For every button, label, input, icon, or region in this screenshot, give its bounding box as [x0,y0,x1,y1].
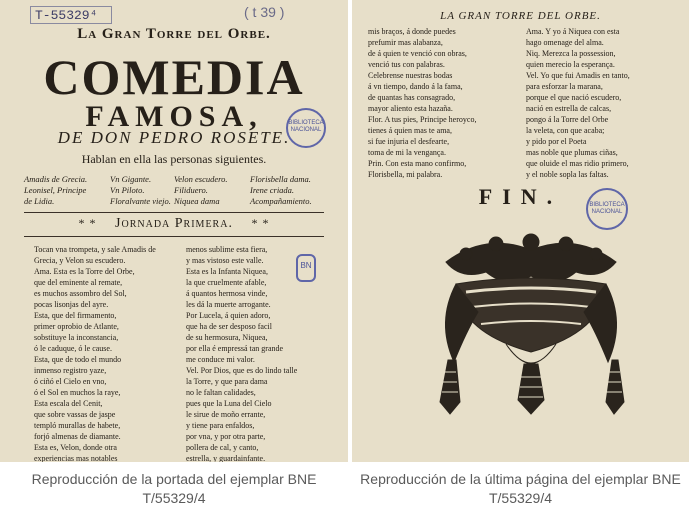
verse-line: por vna, y por otra parte, [186,432,266,441]
verse-line: la veleta, con que acaba; [526,126,605,135]
divider-rule [24,212,324,213]
cast-member: Leonisel, Principe [24,185,87,195]
verse-line: mis braços, á donde puedes [368,27,456,36]
verse-line: menos sublime esta fiera, [186,245,268,254]
verse-line: y el noble sopla las faltas. [526,170,609,179]
title-page-image [0,0,348,462]
verse-line: inmenso registro yaze, [34,366,107,375]
verse-line: de quantas has consagrado, [368,93,456,102]
verse-line: hago omenage del alma. [526,38,604,47]
verse-line: por ella é empressá tan grande [186,344,284,353]
verse-column-left [368,26,476,180]
verse-line: quien merecio la esperança. [526,60,615,69]
cast-member: Filiduero. [174,185,208,195]
verse-column-left [34,244,156,462]
verse-column-right [186,244,297,462]
verse-line: y tiene para enfaldos, [186,421,255,430]
running-title: La Gran Torre del Orbe. [77,26,271,42]
verse-line: y mas vistoso este valle. [186,256,264,265]
verse-line: á vn tiempo, dando á la fama, [368,82,463,91]
verse-line: me conduce mi valor. [186,355,255,364]
verse-line: porque el que nació escudero, [526,93,622,102]
bn-stamp: BN [296,254,316,282]
verse-line: venció tus con palabras. [368,60,445,69]
cast-member: Niquea dama [174,196,220,206]
verse-line: Por Lucela, á quien adoro, [186,311,271,320]
verse-line: Flor. A tus pies, Principe heroyco, [368,115,477,124]
verse-line: Esta, que de todo el mundo [34,355,122,364]
verse-line: les dá la muerte arrogante. [186,300,271,309]
library-stamp: BIBLIOTECA NACIONAL [286,108,326,148]
fin-label: FIN. [478,184,563,209]
cast-member: Amadis de Grecia. [24,174,88,184]
last-page-image [352,0,689,462]
verse-line: Niq. Merezca la possession, [526,49,616,58]
verse-line: que oluide el mas ridio primero, [526,159,629,168]
library-stamp: BIBLIOTECA NACIONAL [586,188,628,230]
cast-list [24,174,334,207]
cast-member: Velon escudero. [174,174,228,184]
verse-line: tienes á quien mas te ama, [368,126,452,135]
verse-line: sobstituye la inconstancia, [34,333,119,342]
verse-line: Grecia, y Velon su escudero. [34,256,126,265]
verse-line: toma de mi la vengança. [368,148,446,157]
verse-line: Esta escala del Cenit, [34,399,103,408]
verse-line: de su hermosura, Niquea, [186,333,268,342]
ornament-icon: * * [251,216,270,230]
verse-line: Esta, que del firmamento, [34,311,117,320]
verse-line: pocas lisonjas del ayre. [34,300,109,309]
cast-intro: Hablan en ella las personas siguientes. [81,152,267,166]
verse-line: de á quien te venció con obras, [368,49,467,58]
cast-member: Florisbella dama. [250,174,311,184]
verse-line: estrella, y guardainfante. [186,454,266,462]
verse-line: Celebrense nuestras bodas [368,71,453,80]
cast-member: Vn Piloto. [110,185,145,195]
caption-left: Reproducción de la portada del ejemplar BNE T/55329/4 [31,471,317,506]
verse-line: Esta es la Infanta Niquea, [186,267,268,276]
verse-line: que sobre vassas de jaspe [34,410,116,419]
verse-line: le sirue de moño errante, [186,410,266,419]
caption-right: Reproducción de la última página del ejemplar BNE T/55329/4 [360,471,681,506]
verse-line: la que cruelmente afable, [186,278,267,287]
verse-line: á quantos hermosa vinde, [186,289,268,298]
divider-rule [24,236,324,237]
verse-line: Vel. Por Dios, que es do lindo talle [186,366,298,375]
shelfmark-label: T-55329⁴ [30,6,112,24]
verse-line: nació en estrella de calcas, [526,104,612,113]
verse-line: primer oprobio de Atlante, [34,322,119,331]
verse-line: forjó almenas de diamante. [34,432,121,441]
verse-line: Ama. Y yo á Niquea con esta [526,27,620,36]
act-heading [0,216,348,232]
verse-line: para esforzar la marana, [526,82,603,91]
verse-line: es muchos assombro del Sol, [34,289,127,298]
verse-line: Prin. Con esta mano confirmo, [368,159,467,168]
cast-member: Floralvante viejo. [110,196,171,206]
verse-line: y pido por el Poeta [526,137,587,146]
verse-line: Tocan vna trompeta, y sale Amadis de [34,245,156,254]
verse-line: que ha de ser desposo facil [186,322,272,331]
verse-line: ó ciñó el Cielo en vno, [34,377,107,386]
cast-member: de Lidia. [24,196,55,206]
ornamental-vignette-icon [426,232,636,422]
verse-line: mas noble que plumas ciñas, [526,148,618,157]
verse-line: Florisbella, mi palabra. [368,170,443,179]
verse-line: la Torre, y que para dama [186,377,268,386]
verse-line: mayor aliento esta hazaña. [368,104,453,113]
verse-line: templó murallas de habete, [34,421,121,430]
verse-line: pues que la Luna del Cielo [186,399,272,408]
verse-line: Vel. Yo que fui Amadis en tanto, [526,71,630,80]
verse-line: ó el Sol en muchos la raye, [34,388,121,397]
verse-line: Esta es, Velon, donde otra [34,443,117,452]
verse-line: que del eminente al remate, [34,278,123,287]
verse-line: pongo á la Torre del Orbe [526,115,609,124]
handwritten-folio-note: ( t 39 ) [244,4,285,20]
verse-line: ó le caduque, ó le cause. [34,344,112,353]
title-main: COMEDIA [43,49,305,105]
verse-line: prefumir mas alabanza, [368,38,443,47]
verse-line: Ama. Esta es la Torre del Orbe, [34,267,135,276]
author-line: DE DON PEDRO ROSETE. [57,128,291,147]
title-sub: FAMOSA, [85,100,263,133]
running-title: LA GRAN TORRE DEL ORBE. [440,10,601,22]
verse-line: no le faltan calidades, [186,388,256,397]
ornament-icon: * * [78,216,97,230]
verse-column-right [526,26,630,180]
cast-member: Acompañamiento. [250,196,312,206]
act-title: Jornada Primera. [115,216,233,231]
verse-line: si fue injuria el desfearte, [368,137,450,146]
cast-member: Vn Gigante. [110,174,152,184]
verse-line: experiencias mas notables [34,454,118,462]
verse-line: pollera de cal, y canto, [186,443,259,452]
cast-member: Irene criada. [250,185,295,195]
